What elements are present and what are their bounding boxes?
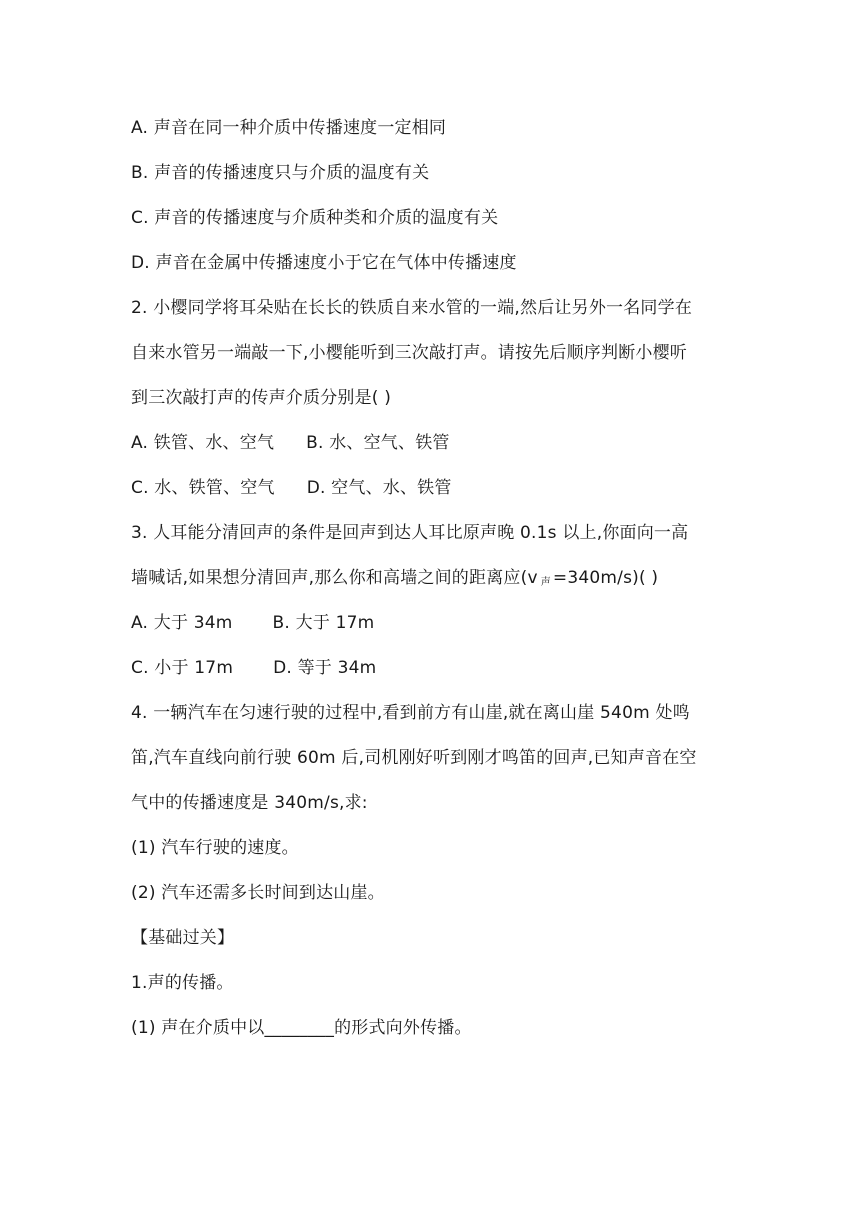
q2-option-c: C. 水、铁管、空气 [131, 478, 275, 498]
q2-stem-line-2: 自来水管另一端敲一下,小樱能听到三次敲打声。请按先后顺序判断小樱听 [131, 343, 688, 363]
q4-subquestion-1: (1) 汽车行驶的速度。 [131, 838, 299, 858]
q4-subquestion-2: (2) 汽车还需多长时间到达山崖。 [131, 883, 385, 903]
q4-stem-line-1: 4. 一辆汽车在匀速行驶的过程中,看到前方有山崖,就在离山崖 540m 处鸣 [131, 703, 690, 723]
section-heading: 【基础过关】 [131, 928, 235, 948]
q3-options-row-1 [131, 612, 374, 634]
q2-stem-line-1: 2. 小樱同学将耳朵贴在长长的铁质自来水管的一端,然后让另外一名同学在 [131, 298, 693, 318]
q2-option-a: A. 铁管、水、空气 [131, 433, 275, 453]
q3-option-b: B. 大于 17m [272, 613, 375, 633]
q1-option-d: D. 声音在金属中传播速度小于它在气体中传播速度 [131, 253, 517, 273]
q1-option-c: C. 声音的传播速度与介质种类和介质的温度有关 [131, 208, 499, 228]
sound-speed-subscript: 声 [540, 577, 551, 588]
section-item-1-sub-1: (1) 声在介质中以________的形式向外传播。 [131, 1018, 472, 1038]
q2-options-row-2 [131, 477, 452, 499]
section-item-1: 1.声的传播。 [131, 973, 234, 993]
q4-stem-line-3: 气中的传播速度是 340m/s,求: [131, 793, 368, 813]
q1-option-a: A. 声音在同一种介质中传播速度一定相同 [131, 118, 447, 138]
q3-option-d: D. 等于 34m [273, 658, 377, 678]
q3-options-row-2 [131, 657, 376, 679]
q3-stem-line-1: 3. 人耳能分清回声的条件是回声到达人耳比原声晚 0.1s 以上,你面向一高 [131, 523, 689, 543]
q2-option-d: D. 空气、水、铁管 [306, 478, 452, 498]
q4-stem-line-2: 笛,汽车直线向前行驶 60m 后,司机刚好听到刚才鸣笛的回声,已知声音在空 [131, 748, 697, 768]
q2-options-row-1 [131, 432, 450, 454]
q3-stem-line-2 [131, 567, 658, 594]
q2-option-b: B. 水、空气、铁管 [306, 433, 450, 453]
q1-option-b: B. 声音的传播速度只与介质的温度有关 [131, 163, 430, 183]
q3-option-c: C. 小于 17m [131, 658, 234, 678]
q3-stem-line-2-text: 墙喊话,如果想分清回声,那么你和高墙之间的距离应(v [131, 568, 538, 588]
q3-stem-line-2-end: =340m/s)( ) [552, 568, 659, 588]
q2-stem-line-3: 到三次敲打声的传声介质分别是( ) [131, 388, 392, 408]
q3-option-a: A. 大于 34m [131, 613, 233, 633]
